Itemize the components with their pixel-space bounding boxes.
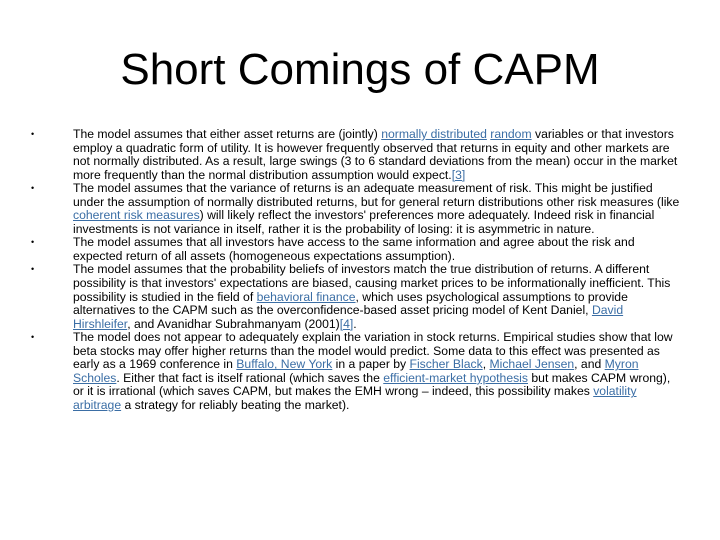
- bullet-marker: •: [31, 237, 35, 248]
- text-run: .: [353, 316, 357, 331]
- text-run: but makes CAPM wrong), or it is irrational (which saves CAPM, but makes the EMH wrong – indeed, this possibility makes: [73, 370, 671, 399]
- text-run: a strategy for reliably beating the market).: [121, 397, 350, 412]
- slide-title: Short Comings of CAPM: [120, 45, 600, 94]
- text-run: The model assumes that all investors have access to the same information and agree about the risk and expected return of all assets (homogeneous expectations assumption).: [73, 235, 635, 263]
- bullet-marker: •: [31, 129, 35, 139]
- inline-link[interactable]: normally distributed: [381, 127, 487, 141]
- inline-link[interactable]: volatility arbitrage: [73, 384, 637, 412]
- list-item: [30, 263, 682, 331]
- text-run: variables or that investors employ a quadratic form of utility. It is however frequently observed that returns in equity and other markets are not normally distributed. As a result, large swings (3 to 6 standard deviations from the mean) occur in the market more frequently than the normal distribution assumption would expect.: [73, 127, 678, 182]
- inline-link[interactable]: Buffalo, New York: [236, 357, 333, 372]
- bullet-marker: •: [31, 264, 35, 275]
- text-run: The model assumes that either asset returns are (jointly): [73, 127, 382, 141]
- text-run: , and: [574, 357, 605, 372]
- text-run: , which uses psychological assumptions to provide alternatives to the CAPM such as the overconfidence-based asset pricing model of Kent Daniel,: [73, 289, 628, 318]
- text-run: ,: [482, 357, 490, 372]
- inline-link[interactable]: efficient-market hypothesis: [383, 370, 528, 385]
- inline-link[interactable]: random: [490, 127, 532, 141]
- inline-link[interactable]: coherent risk measures: [73, 208, 200, 223]
- bullet-marker: •: [31, 183, 35, 194]
- list-item: [30, 128, 682, 182]
- list-item: [30, 236, 682, 263]
- bullet-text: [73, 263, 682, 331]
- inline-link[interactable]: David Hirshleifer: [73, 303, 624, 331]
- text-run: in a paper by: [332, 357, 410, 372]
- bullet-text: [73, 236, 682, 263]
- inline-link[interactable]: Myron Scholes: [73, 357, 639, 385]
- inline-link[interactable]: [3]: [451, 167, 466, 182]
- text-run: . Either that fact is itself rational (which saves the: [116, 370, 384, 385]
- inline-link[interactable]: [4]: [339, 316, 354, 331]
- list-item: [30, 182, 682, 236]
- text-run: ) will likely reflect the investors' preferences more adequately. Indeed risk in financial investments is not variance in itself, rather it is the probability of losing: it is asymmetric in nature.: [73, 208, 655, 236]
- inline-link[interactable]: Fischer Black: [409, 357, 483, 372]
- bullet-text: [73, 182, 682, 236]
- text-run: , and Avanidhar Subrahmanyam (2001): [127, 316, 340, 331]
- inline-link[interactable]: Michael Jensen: [489, 357, 575, 372]
- bullet-list: [30, 128, 682, 412]
- text-run: The model assumes that the probability beliefs of investors match the true distribution of returns. A different possibility is that investors' expectations are biased, causing market prices to be informationally inefficient. This possibility is studied in the field of: [73, 262, 671, 304]
- inline-link[interactable]: behavioral finance: [256, 289, 356, 304]
- bullet-text: [73, 331, 682, 412]
- text-run: The model does not appear to adequately explain the variation in stock returns. Empirical studies show that low beta stocks may offer higher returns than the model would predict. Some data to this effect was presented as early as a 1969 conference in: [73, 330, 673, 372]
- text-run: The model assumes that the variance of returns is an adequate measurement of risk. This might be justified under the assumption of normally distributed returns, but for general return distributions other risk measures (like: [73, 181, 680, 209]
- list-item: [30, 331, 682, 412]
- bullet-text: [73, 128, 682, 182]
- bullet-marker: •: [31, 332, 35, 343]
